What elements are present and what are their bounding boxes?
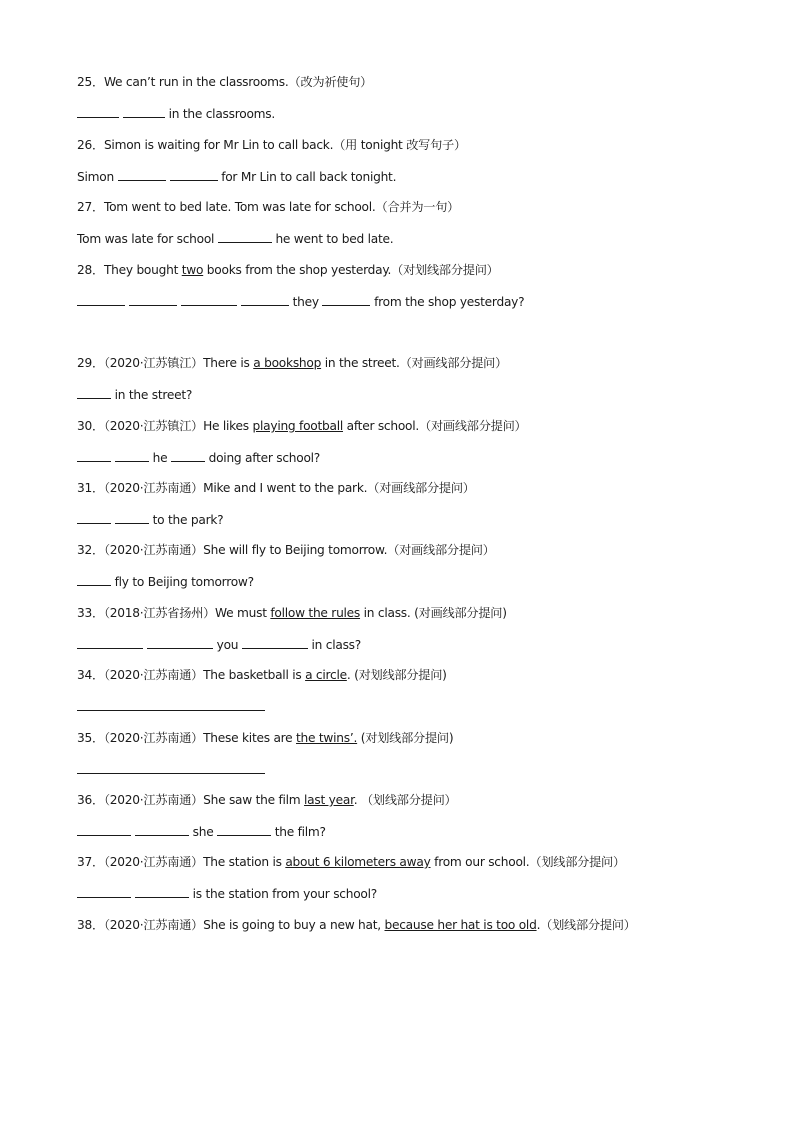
answer-line-31 [77,511,223,528]
question-prompt: 27．Tom went to bed late. Tom was late for school.（合并为一句） [77,200,460,214]
question-prompt-post: from our school.（划线部分提问） [430,855,625,869]
question-prompt-pre: 37．（2020·江苏南通）The station is [77,855,286,869]
answer-text: in the street? [114,388,193,402]
answer-text: Tom was late for school [77,232,215,246]
answer-blank[interactable] [135,885,189,898]
question-27 [77,199,459,215]
answer-line-29 [77,386,192,403]
answer-blank[interactable] [77,698,265,711]
underlined-phrase: a circle [305,668,347,682]
answer-text: he went to bed late. [275,232,394,246]
question-prompt-post: .（划线部分提问） [536,918,636,932]
answer-text: fly to Beijing tomorrow? [114,575,254,589]
question-32 [77,542,495,558]
underlined-phrase: last year [304,793,354,807]
answer-blank[interactable] [77,449,111,462]
question-prompt: 25．We can’t run in the classrooms.（改为祈使句） [77,75,373,89]
underlined-phrase: the twins’. [296,731,358,745]
answer-text: she [192,825,214,839]
question-29 [77,355,507,371]
question-prompt-pre: 38．（2020·江苏南通）She is going to buy a new hat, [77,918,385,932]
answer-line-33 [77,636,361,653]
answer-line-35 [77,761,265,778]
question-prompt-post: . （划线部分提问） [353,793,457,807]
question-prompt-pre: 29．（2020·江苏镇江）There is [77,356,254,370]
question-35 [77,730,453,746]
answer-text: they [292,295,319,309]
answer-blank[interactable] [77,636,143,649]
answer-text: is the station from your school? [192,887,377,901]
answer-blank[interactable] [181,293,237,306]
question-38 [77,917,636,933]
answer-line-28 [77,293,524,310]
question-37 [77,854,625,870]
answer-line-37 [77,885,377,902]
answer-text: for Mr Lin to call back tonight. [221,170,397,184]
question-prompt: 32．（2020·江苏南通）She will fly to Beijing tomorrow.（对画线部分提问） [77,543,495,557]
answer-line-36 [77,823,326,840]
question-prompt-post: (对划线部分提问) [357,731,454,745]
answer-blank[interactable] [147,636,213,649]
answer-text: to the park? [152,513,224,527]
question-prompt-pre: 28．They bought [77,263,182,277]
question-prompt-post: . (对划线部分提问) [346,668,447,682]
answer-line-32 [77,573,254,590]
answer-blank[interactable] [170,168,218,181]
answer-blank[interactable] [242,636,308,649]
question-prompt: 31．（2020·江苏南通）Mike and I went to the park.（对画线部分提问） [77,481,475,495]
answer-line-30 [77,449,320,466]
answer-blank[interactable] [322,293,370,306]
underlined-phrase: two [181,263,204,277]
question-prompt: 26．Simon is waiting for Mr Lin to call back.（用 tonight 改写句子） [77,138,466,152]
answer-line-27 [77,230,393,247]
question-prompt-post: after school.（对画线部分提问） [343,419,527,433]
answer-blank[interactable] [135,823,189,836]
answer-text: Simon [77,170,114,184]
question-28 [77,262,499,278]
question-prompt-pre: 36．（2020·江苏南通）She saw the film [77,793,305,807]
answer-blank[interactable] [77,885,131,898]
answer-blank[interactable] [77,761,265,774]
answer-line-25 [77,105,275,122]
question-26 [77,137,466,153]
answer-line-26 [77,168,396,185]
answer-blank[interactable] [77,105,119,118]
question-33 [77,605,507,621]
answer-blank[interactable] [118,168,166,181]
answer-blank[interactable] [218,230,272,243]
question-prompt-post: in class. (对画线部分提问) [360,606,507,620]
question-prompt-post: books from the shop yesterday.（对划线部分提问） [203,263,499,277]
answer-blank[interactable] [115,449,149,462]
answer-blank[interactable] [77,823,131,836]
question-prompt-post: in the street.（对画线部分提问） [321,356,508,370]
answer-text: the film? [274,825,326,839]
underlined-phrase: playing football [252,419,343,433]
underlined-phrase: a bookshop [253,356,322,370]
answer-text: you [216,638,239,652]
answer-blank[interactable] [217,823,271,836]
answer-text: in class? [311,638,361,652]
answer-text: from the shop yesterday? [374,295,525,309]
question-36 [77,792,456,808]
answer-line-34 [77,698,265,715]
question-prompt-pre: 35．（2020·江苏南通）These kites are [77,731,297,745]
answer-blank[interactable] [77,573,111,586]
answer-blank[interactable] [123,105,165,118]
underlined-phrase: because her hat is too old [384,918,537,932]
answer-blank[interactable] [241,293,289,306]
question-31 [77,480,475,496]
answer-text: he [152,451,168,465]
question-25 [77,74,372,90]
answer-blank[interactable] [171,449,205,462]
question-prompt-pre: 33．（2018·江苏省扬州）We must [77,606,271,620]
answer-blank[interactable] [77,511,111,524]
answer-blank[interactable] [77,293,125,306]
question-34 [77,667,447,683]
question-prompt-pre: 30．（2020·江苏镇江）He likes [77,419,253,433]
question-prompt-pre: 34．（2020·江苏南通）The basketball is [77,668,306,682]
question-30 [77,418,526,434]
answer-blank[interactable] [115,511,149,524]
answer-blank[interactable] [77,386,111,399]
answer-blank[interactable] [129,293,177,306]
answer-text: doing after school? [208,451,321,465]
underlined-phrase: about 6 kilometers away [285,855,431,869]
answer-text: in the classrooms. [168,107,275,121]
underlined-phrase: follow the rules [270,606,361,620]
